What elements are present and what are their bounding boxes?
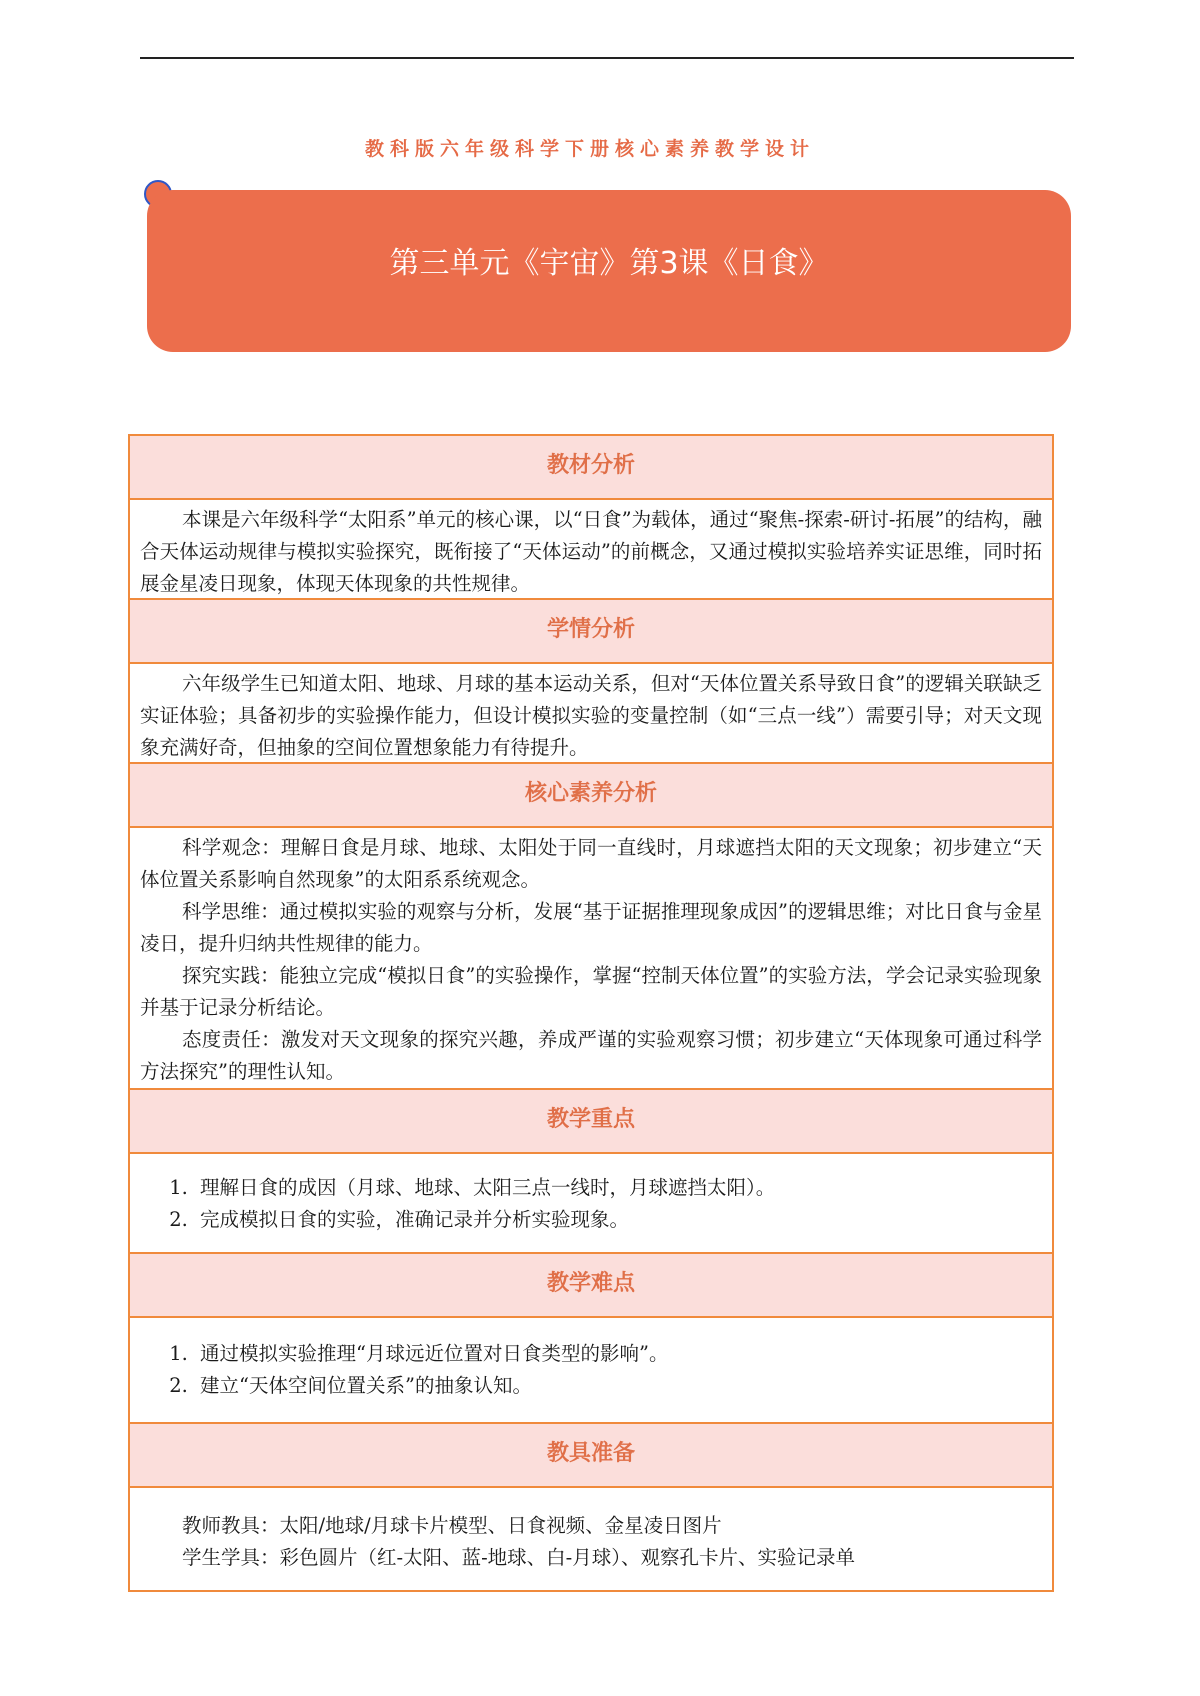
section-body-teaching-focus [130, 1154, 1052, 1254]
section-heading-teaching-focus [130, 1090, 1052, 1154]
list-item: 2. 完成模拟日食的实验，准确记录并分析实验现象。 [194, 1204, 1042, 1236]
paragraph-inquiry-practice: 探究实践：能独立完成“模拟日食”的实验操作，掌握“控制天体位置”的实验方法，学会记录实验现象并基于记录分析结论。 [140, 964, 1042, 1019]
list-item: 1. 理解日食的成因（月球、地球、太阳三点一线时，月球遮挡太阳）。 [194, 1172, 1042, 1204]
header-rule [140, 57, 1074, 59]
section-heading-material-analysis [130, 436, 1052, 500]
section-heading-teaching-aids [130, 1424, 1052, 1488]
section-heading-student-analysis [130, 600, 1052, 664]
section-body-material-analysis [130, 500, 1052, 600]
section-heading-text: 学情分析 [546, 617, 635, 642]
section-heading-core-literacy [130, 764, 1052, 828]
section-body-teaching-difficulty [130, 1318, 1052, 1424]
section-body-student-analysis [130, 664, 1052, 764]
lesson-design-table [128, 434, 1054, 1592]
series-title: 教科版六年级科学下册核心素养教学设计 [364, 138, 815, 160]
paragraph-scientific-concept: 科学观念：理解日食是月球、地球、太阳处于同一直线时，月球遮挡太阳的天文现象；初步建立“天体位置关系影响自然现象”的太阳系系统观念。 [140, 836, 1042, 891]
section-heading-text: 教材分析 [546, 453, 635, 478]
lesson-title: 第三单元《宇宙》第3课《日食》 [389, 246, 829, 281]
paragraph-attitude-responsibility: 态度责任：激发对天文现象的探究兴趣，养成严谨的实验观察习惯；初步建立“天体现象可通过科学方法探究”的理性认知。 [140, 1028, 1042, 1083]
list-item: 2. 建立“天体空间位置关系”的抽象认知。 [194, 1370, 1042, 1402]
section-heading-teaching-difficulty [130, 1254, 1052, 1318]
section-heading-text: 教学重点 [546, 1107, 635, 1132]
section-heading-text: 教具准备 [546, 1441, 635, 1466]
paragraph: 六年级学生已知道太阳、地球、月球的基本运动关系，但对“天体位置关系导致日食”的逻辑关联缺乏实证体验；具备初步的实验操作能力，但设计模拟实验的变量控制（如“三点一线”）需要引导；对天文现象充满好奇，但抽象的空间位置想象能力有待提升。 [140, 672, 1042, 759]
section-heading-text: 核心素养分析 [524, 781, 657, 806]
teacher-aids-line: 教师教具：太阳/地球/月球卡片模型、日食视频、金星凌日图片 [182, 1514, 722, 1537]
paragraph-scientific-thinking: 科学思维：通过模拟实验的观察与分析，发展“基于证据推理现象成因”的逻辑思维；对比日食与金星凌日，提升归纳共性规律的能力。 [140, 900, 1042, 955]
lesson-title-banner [147, 190, 1071, 352]
section-body-teaching-aids [130, 1488, 1052, 1592]
list-item: 1. 通过模拟实验推理“月球远近位置对日食类型的影响”。 [194, 1338, 1042, 1370]
section-heading-text: 教学难点 [546, 1271, 635, 1296]
section-body-core-literacy [130, 828, 1052, 1090]
student-aids-line: 学生学具：彩色圆片（红-太阳、蓝-地球、白-月球）、观察孔卡片、实验记录单 [182, 1546, 856, 1569]
paragraph: 本课是六年级科学“太阳系”单元的核心课，以“日食”为载体，通过“聚焦-探索-研讨-拓展”的结构，融合天体运动规律与模拟实验探究，既衔接了“天体运动”的前概念，又通过模拟实验培养实证思维，同时拓展金星凌日现象，体现天体现象的共性规律。 [140, 508, 1042, 595]
